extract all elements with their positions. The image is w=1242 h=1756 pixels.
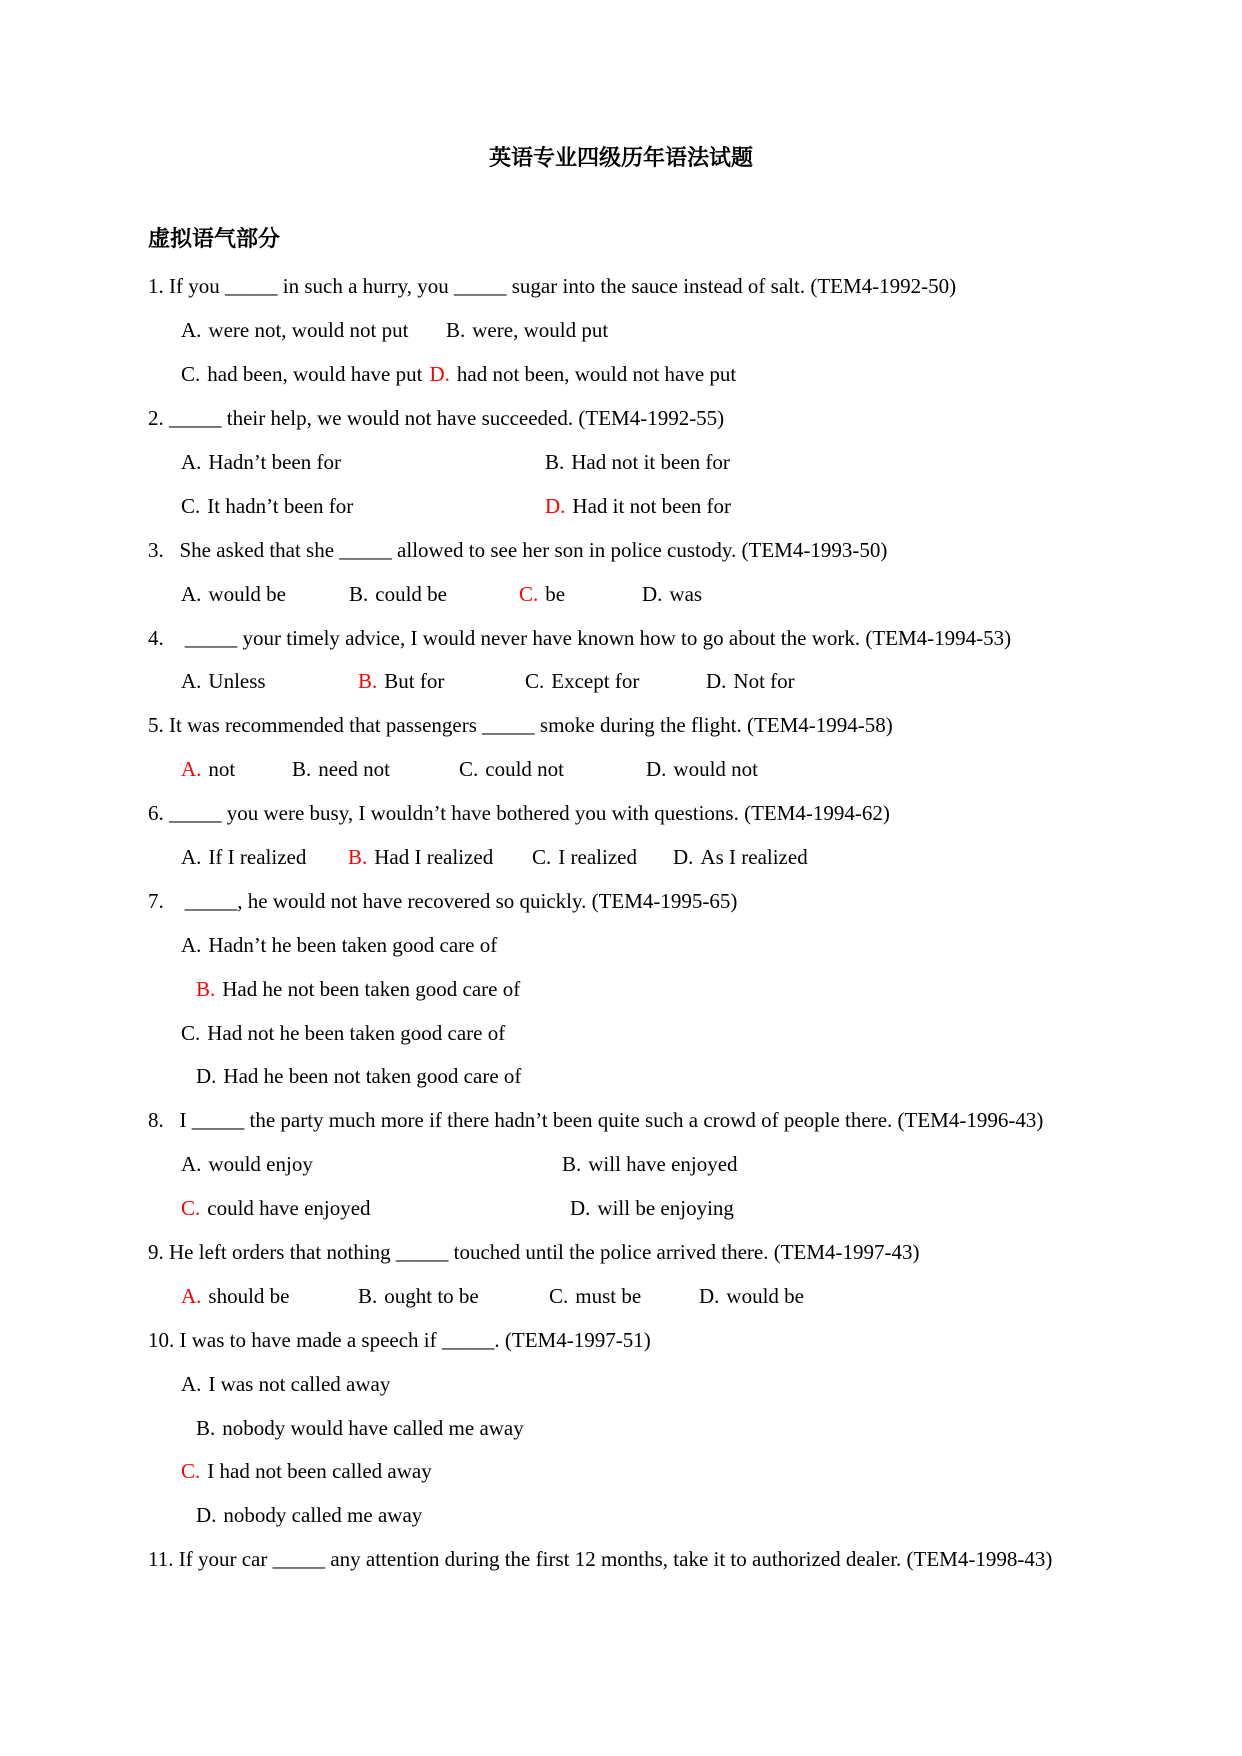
option-text: Hadn’t he been taken good care of bbox=[208, 932, 498, 957]
question-2-option-a bbox=[181, 450, 545, 475]
option-text: would enjoy bbox=[208, 1152, 313, 1177]
question-7-option-b bbox=[196, 977, 520, 1002]
question-1-option-d bbox=[429, 362, 736, 387]
option-text: would not bbox=[673, 757, 759, 782]
question-1-option-b bbox=[446, 318, 608, 343]
option-text: Had I realized bbox=[374, 845, 494, 870]
option-letter: B. bbox=[562, 1152, 582, 1177]
question-5-option-b bbox=[292, 757, 459, 782]
question-7-option-b-row bbox=[0, 967, 1242, 1011]
question-5-option-c bbox=[459, 757, 646, 782]
question-10-option-d bbox=[196, 1503, 422, 1528]
question-4-option-b bbox=[358, 669, 525, 694]
option-text: would be bbox=[208, 581, 286, 606]
question-8-options-row-1 bbox=[0, 1143, 1242, 1187]
question-3-option-d bbox=[642, 582, 702, 607]
question-7-option-a-row bbox=[0, 923, 1242, 967]
option-text: Had not it been for bbox=[571, 450, 730, 474]
question-10-option-b bbox=[196, 1416, 524, 1441]
question-5-option-d bbox=[646, 757, 758, 782]
option-letter: B. bbox=[292, 757, 312, 782]
question-8-option-d bbox=[570, 1196, 734, 1221]
question-4-option-d bbox=[706, 669, 795, 694]
option-letter: B. bbox=[358, 669, 378, 694]
question-3-options-row bbox=[0, 572, 1242, 616]
question-7-option-d bbox=[196, 1064, 521, 1089]
option-text: I was not called away bbox=[208, 1371, 391, 1396]
question-2-option-d bbox=[545, 494, 731, 519]
option-letter: A. bbox=[181, 1371, 202, 1396]
option-letter: C. bbox=[181, 1196, 201, 1221]
option-letter: A. bbox=[181, 845, 202, 870]
question-10-option-a-row bbox=[0, 1362, 1242, 1406]
question-10-option-b-row bbox=[0, 1406, 1242, 1450]
option-text: could have enjoyed bbox=[207, 1196, 371, 1221]
option-letter: B. bbox=[348, 845, 368, 870]
question-5-option-a bbox=[181, 757, 292, 782]
question-4-text: 4. _____ your timely advice, I would never have known how to go about the work. (TEM4-1994-53) bbox=[148, 625, 1012, 650]
option-text: were not, would not put bbox=[208, 318, 409, 343]
option-letter: A. bbox=[181, 450, 202, 474]
option-text: Had it not been for bbox=[572, 493, 732, 518]
option-text: I realized bbox=[558, 845, 637, 870]
option-letter: D. bbox=[706, 669, 727, 694]
option-text: could not bbox=[485, 757, 565, 782]
option-letter: D. bbox=[673, 845, 694, 870]
option-letter: A. bbox=[181, 318, 202, 343]
question-4-option-a bbox=[181, 669, 358, 694]
question-2-option-b bbox=[545, 450, 730, 475]
option-text: It hadn’t been for bbox=[207, 493, 354, 518]
option-letter: A. bbox=[181, 1283, 202, 1308]
question-6-option-d bbox=[673, 845, 808, 870]
question-9-option-c bbox=[549, 1284, 699, 1309]
question-7-option-c-row bbox=[0, 1011, 1242, 1055]
question-7-option-c bbox=[181, 1021, 505, 1046]
question-1-option-c bbox=[181, 362, 422, 387]
option-text: was bbox=[669, 581, 703, 606]
option-text: must be bbox=[575, 1283, 642, 1308]
option-letter: A. bbox=[181, 669, 202, 694]
option-letter: A. bbox=[181, 1152, 202, 1177]
option-text: had not been, would not have put bbox=[456, 362, 737, 387]
option-text: But for bbox=[384, 669, 445, 694]
question-11-text: 11. If your car _____ any attention during the first 12 months, take it to authorized dealer. (TEM4-1998-43) bbox=[148, 1547, 1053, 1572]
question-10-option-d-row bbox=[0, 1494, 1242, 1538]
option-letter: C. bbox=[181, 493, 201, 518]
option-text: will be enjoying bbox=[597, 1196, 734, 1221]
question-1-options-row-1 bbox=[0, 309, 1242, 353]
option-letter: D. bbox=[196, 1503, 217, 1528]
option-text: If I realized bbox=[208, 845, 307, 870]
question-9-options-row bbox=[0, 1274, 1242, 1318]
option-text: Hadn’t been for bbox=[208, 450, 341, 474]
option-text: ought to be bbox=[384, 1283, 479, 1308]
option-text: Had he not been taken good care of bbox=[222, 976, 521, 1001]
question-3-text: 3. She asked that she _____ allowed to see her son in police custody. (TEM4-1993-50) bbox=[148, 537, 888, 562]
question-8-text: 8. I _____ the party much more if there hadn’t been quite such a crowd of people there. (TEM4-1996-43) bbox=[148, 1108, 1044, 1133]
question-7-option-a bbox=[181, 933, 497, 958]
option-text: nobody called me away bbox=[223, 1503, 423, 1528]
question-6-option-c bbox=[532, 845, 673, 870]
option-letter: D. bbox=[570, 1196, 591, 1221]
question-8-option-a bbox=[181, 1152, 562, 1177]
question-10-option-a bbox=[181, 1372, 390, 1397]
question-2-text: 2. _____ their help, we would not have succeeded. (TEM4-1992-55) bbox=[148, 406, 725, 431]
question-6-option-a bbox=[181, 845, 348, 870]
option-text: Had not he been taken good care of bbox=[207, 1020, 506, 1045]
question-2-option-c bbox=[181, 494, 545, 519]
option-text: Unless bbox=[208, 669, 266, 694]
option-letter: D. bbox=[196, 1064, 217, 1089]
question-4-option-c bbox=[525, 669, 706, 694]
question-8-option-b bbox=[562, 1152, 738, 1177]
option-text: could be bbox=[375, 581, 447, 606]
option-letter: C. bbox=[525, 669, 545, 694]
question-9-option-b bbox=[358, 1284, 549, 1309]
question-7-text: 7. _____, he would not have recovered so quickly. (TEM4-1995-65) bbox=[148, 888, 738, 913]
option-letter: B. bbox=[545, 450, 565, 474]
question-2-options-row-1 bbox=[0, 441, 1242, 485]
question-2-options-row-2 bbox=[0, 484, 1242, 528]
option-letter: C. bbox=[459, 757, 479, 782]
question-4-options-row bbox=[0, 660, 1242, 704]
option-text: were, would put bbox=[472, 318, 609, 343]
question-list bbox=[0, 265, 1242, 1582]
option-text: will have enjoyed bbox=[588, 1152, 738, 1177]
option-text: Except for bbox=[551, 669, 640, 694]
option-text: I had not been called away bbox=[207, 1459, 432, 1484]
question-7-option-d-row bbox=[0, 1055, 1242, 1099]
question-9-option-d bbox=[699, 1284, 804, 1309]
question-5-options-row bbox=[0, 748, 1242, 792]
question-6-options-row bbox=[0, 836, 1242, 880]
option-letter: B. bbox=[196, 1415, 216, 1440]
option-letter: D. bbox=[429, 362, 450, 387]
doc-title: 英语专业四级历年语法试题 bbox=[488, 145, 753, 170]
question-6-option-b bbox=[348, 845, 532, 870]
question-8-option-c bbox=[181, 1196, 570, 1221]
option-letter: C. bbox=[181, 1020, 201, 1045]
option-text: need not bbox=[318, 757, 390, 782]
option-letter: D. bbox=[699, 1283, 720, 1308]
option-letter: C. bbox=[181, 1459, 201, 1484]
question-8-options-row-2 bbox=[0, 1187, 1242, 1231]
option-letter: C. bbox=[181, 362, 201, 387]
section-heading: 虚拟语气部分 bbox=[148, 226, 281, 251]
option-text: Had he been not taken good care of bbox=[223, 1064, 522, 1089]
option-letter: B. bbox=[349, 581, 369, 606]
option-letter: C. bbox=[549, 1283, 569, 1308]
option-letter: A. bbox=[181, 932, 202, 957]
option-text: not bbox=[208, 757, 236, 782]
option-text: Not for bbox=[733, 669, 795, 694]
option-letter: B. bbox=[196, 976, 216, 1001]
question-1-option-a bbox=[181, 318, 446, 343]
question-10-option-c-row bbox=[0, 1450, 1242, 1494]
option-letter: A. bbox=[181, 581, 202, 606]
question-10-option-c bbox=[181, 1459, 432, 1484]
question-9-text: 9. He left orders that nothing _____ touched until the police arrived there. (TEM4-1997-43) bbox=[148, 1240, 920, 1265]
option-letter: D. bbox=[642, 581, 663, 606]
option-letter: C. bbox=[519, 581, 539, 606]
option-letter: A. bbox=[181, 757, 202, 782]
option-letter: B. bbox=[358, 1283, 378, 1308]
option-text: would be bbox=[726, 1283, 804, 1308]
question-10-text: 10. I was to have made a speech if _____. (TEM4-1997-51) bbox=[148, 1327, 651, 1352]
question-3-option-c bbox=[519, 582, 642, 607]
option-text: As I realized bbox=[700, 845, 808, 870]
question-1-options-row-2 bbox=[0, 353, 1242, 397]
question-5-text: 5. It was recommended that passengers _____ smoke during the flight. (TEM4-1994-58) bbox=[148, 713, 893, 738]
question-3-option-b bbox=[349, 582, 519, 607]
question-9-option-a bbox=[181, 1284, 358, 1309]
option-text: nobody would have called me away bbox=[222, 1415, 524, 1440]
option-text: be bbox=[545, 581, 566, 606]
question-6-text: 6. _____ you were busy, I wouldn’t have bothered you with questions. (TEM4-1994-62) bbox=[148, 801, 890, 826]
option-letter: D. bbox=[646, 757, 667, 782]
question-3-option-a bbox=[181, 582, 349, 607]
option-letter: C. bbox=[532, 845, 552, 870]
question-1-text: 1. If you _____ in such a hurry, you _____ sugar into the sauce instead of salt. (TEM4-1992-50) bbox=[148, 274, 957, 299]
option-letter: D. bbox=[545, 493, 566, 518]
option-text: should be bbox=[208, 1283, 290, 1308]
option-text: had been, would have put bbox=[207, 362, 423, 387]
option-letter: B. bbox=[446, 318, 466, 343]
